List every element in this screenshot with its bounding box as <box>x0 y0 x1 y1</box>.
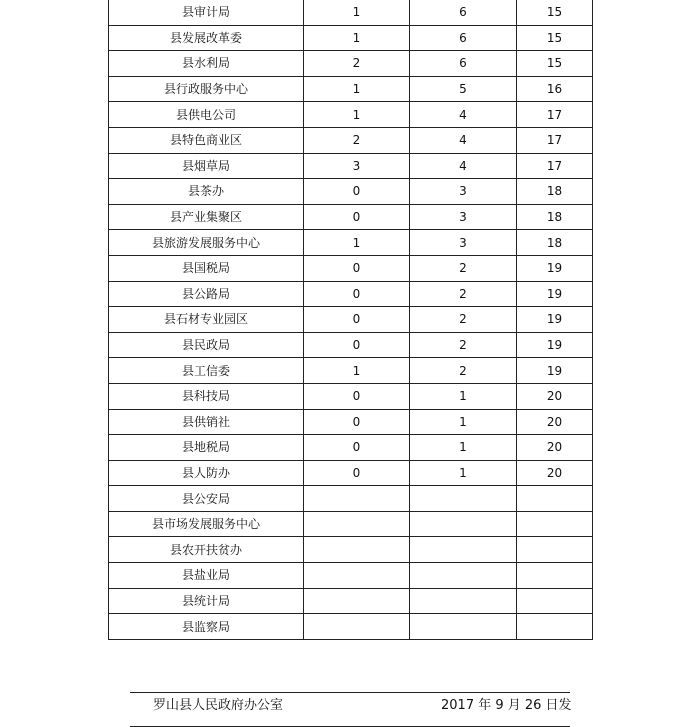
table-row <box>109 332 593 358</box>
value-cell-3: 15 <box>517 0 593 25</box>
value-cell-1: 0 <box>304 204 410 230</box>
department-name-cell: 县烟草局 <box>109 153 304 179</box>
value-cell-2 <box>410 511 517 537</box>
value-cell-2 <box>410 537 517 563</box>
table-row <box>109 25 593 51</box>
value-cell-1 <box>304 588 410 614</box>
table-row <box>109 435 593 461</box>
table-row <box>109 281 593 307</box>
table-row <box>109 614 593 640</box>
value-cell-3: 20 <box>517 409 593 435</box>
value-cell-3: 19 <box>517 281 593 307</box>
value-cell-2 <box>410 588 517 614</box>
department-name-cell: 县科技局 <box>109 383 304 409</box>
department-name-cell: 县人防办 <box>109 460 304 486</box>
value-cell-1 <box>304 537 410 563</box>
value-cell-2 <box>410 563 517 589</box>
value-cell-1: 1 <box>304 0 410 25</box>
table-row <box>109 204 593 230</box>
department-name-cell: 县市场发展服务中心 <box>109 511 304 537</box>
value-cell-3 <box>517 588 593 614</box>
value-cell-1: 1 <box>304 358 410 384</box>
value-cell-1: 0 <box>304 332 410 358</box>
value-cell-2: 1 <box>410 435 517 461</box>
value-cell-2: 3 <box>410 204 517 230</box>
value-cell-1: 1 <box>304 102 410 128</box>
department-name-cell: 县产业集聚区 <box>109 204 304 230</box>
value-cell-3: 18 <box>517 179 593 205</box>
value-cell-1: 0 <box>304 383 410 409</box>
value-cell-2: 4 <box>410 153 517 179</box>
value-cell-1: 1 <box>304 25 410 51</box>
value-cell-3: 19 <box>517 332 593 358</box>
table-row <box>109 127 593 153</box>
value-cell-1: 2 <box>304 127 410 153</box>
table-row <box>109 460 593 486</box>
table-row <box>109 0 593 25</box>
value-cell-2: 2 <box>410 332 517 358</box>
table-row <box>109 230 593 256</box>
value-cell-3 <box>517 537 593 563</box>
department-name-cell: 县盐业局 <box>109 563 304 589</box>
value-cell-2: 2 <box>410 358 517 384</box>
department-name-cell: 县审计局 <box>109 0 304 25</box>
department-name-cell: 县水利局 <box>109 51 304 77</box>
value-cell-3 <box>517 511 593 537</box>
value-cell-3: 19 <box>517 307 593 333</box>
value-cell-3 <box>517 614 593 640</box>
value-cell-2: 6 <box>410 25 517 51</box>
table-row <box>109 511 593 537</box>
issuing-organization: 罗山县人民政府办公室 <box>153 698 284 713</box>
value-cell-3 <box>517 486 593 512</box>
value-cell-1 <box>304 614 410 640</box>
value-cell-3: 20 <box>517 435 593 461</box>
value-cell-3: 17 <box>517 127 593 153</box>
table-row <box>109 255 593 281</box>
value-cell-1: 2 <box>304 51 410 77</box>
department-name-cell: 县监察局 <box>109 614 304 640</box>
department-name-cell: 县统计局 <box>109 588 304 614</box>
value-cell-2: 6 <box>410 0 517 25</box>
table-row <box>109 383 593 409</box>
value-cell-3: 16 <box>517 76 593 102</box>
value-cell-2: 4 <box>410 102 517 128</box>
table-row <box>109 537 593 563</box>
table-row <box>109 51 593 77</box>
value-cell-2 <box>410 486 517 512</box>
issue-date: 2017 年 9 月 26 日发 <box>441 698 572 713</box>
department-name-cell: 县公路局 <box>109 281 304 307</box>
value-cell-1 <box>304 511 410 537</box>
value-cell-3 <box>517 563 593 589</box>
value-cell-3: 15 <box>517 25 593 51</box>
value-cell-3: 20 <box>517 460 593 486</box>
value-cell-2: 5 <box>410 76 517 102</box>
department-name-cell: 县国税局 <box>109 255 304 281</box>
table-row <box>109 409 593 435</box>
value-cell-1: 0 <box>304 409 410 435</box>
value-cell-3: 17 <box>517 153 593 179</box>
value-cell-3: 19 <box>517 255 593 281</box>
value-cell-1: 0 <box>304 281 410 307</box>
table-row <box>109 358 593 384</box>
department-name-cell: 县石材专业园区 <box>109 307 304 333</box>
department-name-cell: 县特色商业区 <box>109 127 304 153</box>
value-cell-2: 4 <box>410 127 517 153</box>
department-name-cell: 县民政局 <box>109 332 304 358</box>
value-cell-1: 3 <box>304 153 410 179</box>
department-name-cell: 县工信委 <box>109 358 304 384</box>
value-cell-1: 0 <box>304 435 410 461</box>
value-cell-2: 2 <box>410 307 517 333</box>
value-cell-1 <box>304 563 410 589</box>
table-row <box>109 179 593 205</box>
department-name-cell: 县农开扶贫办 <box>109 537 304 563</box>
value-cell-3: 18 <box>517 230 593 256</box>
value-cell-3: 17 <box>517 102 593 128</box>
value-cell-2: 2 <box>410 281 517 307</box>
value-cell-2: 1 <box>410 383 517 409</box>
department-name-cell: 县行政服务中心 <box>109 76 304 102</box>
table-row <box>109 563 593 589</box>
value-cell-3: 18 <box>517 204 593 230</box>
value-cell-3: 20 <box>517 383 593 409</box>
department-name-cell: 县供销社 <box>109 409 304 435</box>
department-name-cell: 县旅游发展服务中心 <box>109 230 304 256</box>
value-cell-1: 1 <box>304 76 410 102</box>
value-cell-1: 0 <box>304 255 410 281</box>
department-name-cell: 县茶办 <box>109 179 304 205</box>
value-cell-1: 0 <box>304 179 410 205</box>
table-row <box>109 102 593 128</box>
value-cell-2: 1 <box>410 460 517 486</box>
table-row <box>109 588 593 614</box>
department-name-cell: 县公安局 <box>109 486 304 512</box>
table-row <box>109 486 593 512</box>
table-row <box>109 153 593 179</box>
value-cell-2: 1 <box>410 409 517 435</box>
value-cell-1 <box>304 486 410 512</box>
value-cell-1: 1 <box>304 230 410 256</box>
department-name-cell: 县发展改革委 <box>109 25 304 51</box>
value-cell-3: 15 <box>517 51 593 77</box>
footer-divider-top <box>130 692 570 693</box>
table-body <box>109 0 593 639</box>
table-row <box>109 76 593 102</box>
value-cell-1: 0 <box>304 307 410 333</box>
ranking-table <box>108 0 593 640</box>
department-name-cell: 县供电公司 <box>109 102 304 128</box>
value-cell-3: 19 <box>517 358 593 384</box>
value-cell-2 <box>410 614 517 640</box>
value-cell-2: 3 <box>410 179 517 205</box>
value-cell-1: 0 <box>304 460 410 486</box>
value-cell-2: 6 <box>410 51 517 77</box>
department-name-cell: 县地税局 <box>109 435 304 461</box>
table-row <box>109 307 593 333</box>
value-cell-2: 3 <box>410 230 517 256</box>
value-cell-2: 2 <box>410 255 517 281</box>
